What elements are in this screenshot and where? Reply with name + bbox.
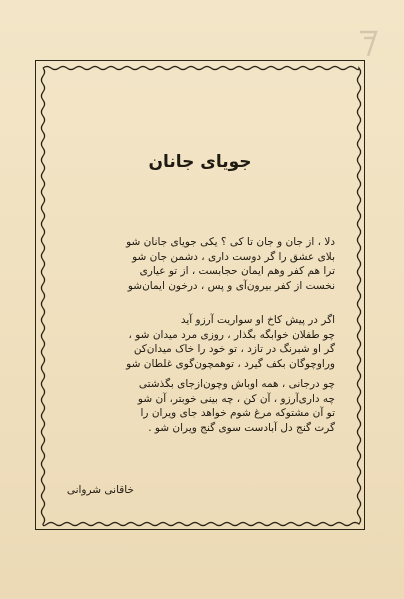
- wavy-border: [36, 61, 366, 531]
- author-signature: خاقانی شروانی: [66, 484, 134, 496]
- stanza-3: [80, 377, 335, 435]
- poem-line: نخست از کفر بیرون‌آی و پس ، درخون ایمان‌شو: [127, 279, 335, 292]
- decorative-frame: [35, 60, 365, 530]
- poem-line: گر او شبرنگ در تازد ، تو خود را خاک میدان‌کن: [133, 343, 335, 355]
- poem-line: چه داری‌آرزو ، آن کن ، چه بینی خوبتر، آن شو: [137, 392, 335, 405]
- poem-line: چو طفلان خوابگه بگذار ، روزی مرد میدان شو ،: [128, 328, 335, 341]
- poem-line: ترا هم کفر وهم ایمان حجابست ، از تو عیاری: [139, 265, 335, 277]
- poem-line: چو درجانی ، همه اوباش وچون‌ازجای بگذشتی: [138, 378, 335, 390]
- poem-line: اگر در پیش کاخ او سواریت آرزو آید: [180, 314, 335, 326]
- poem-title: جویای جانان: [148, 152, 252, 172]
- page-number-bleed-mark: [356, 28, 380, 60]
- poem-line: گرت گنج دل آبادست سوی گنج ویران شو .: [148, 421, 335, 434]
- poem-line: وراوچوگان بکف گیرد ، توهمچون‌گوی غلطان شو: [126, 357, 335, 370]
- stanza-2: [80, 313, 335, 371]
- poem-line: دلا ، از جان و جان تا کی ؟ یکی جویای جانان شو: [126, 236, 335, 248]
- stanza-1: [80, 235, 335, 293]
- poem-line: بلای عشق را گر دوست داری ، دشمن جان شو: [132, 250, 335, 263]
- poem-line: تو آن مشتوکه مرغ شوم خواهد جای ویران را: [140, 407, 335, 419]
